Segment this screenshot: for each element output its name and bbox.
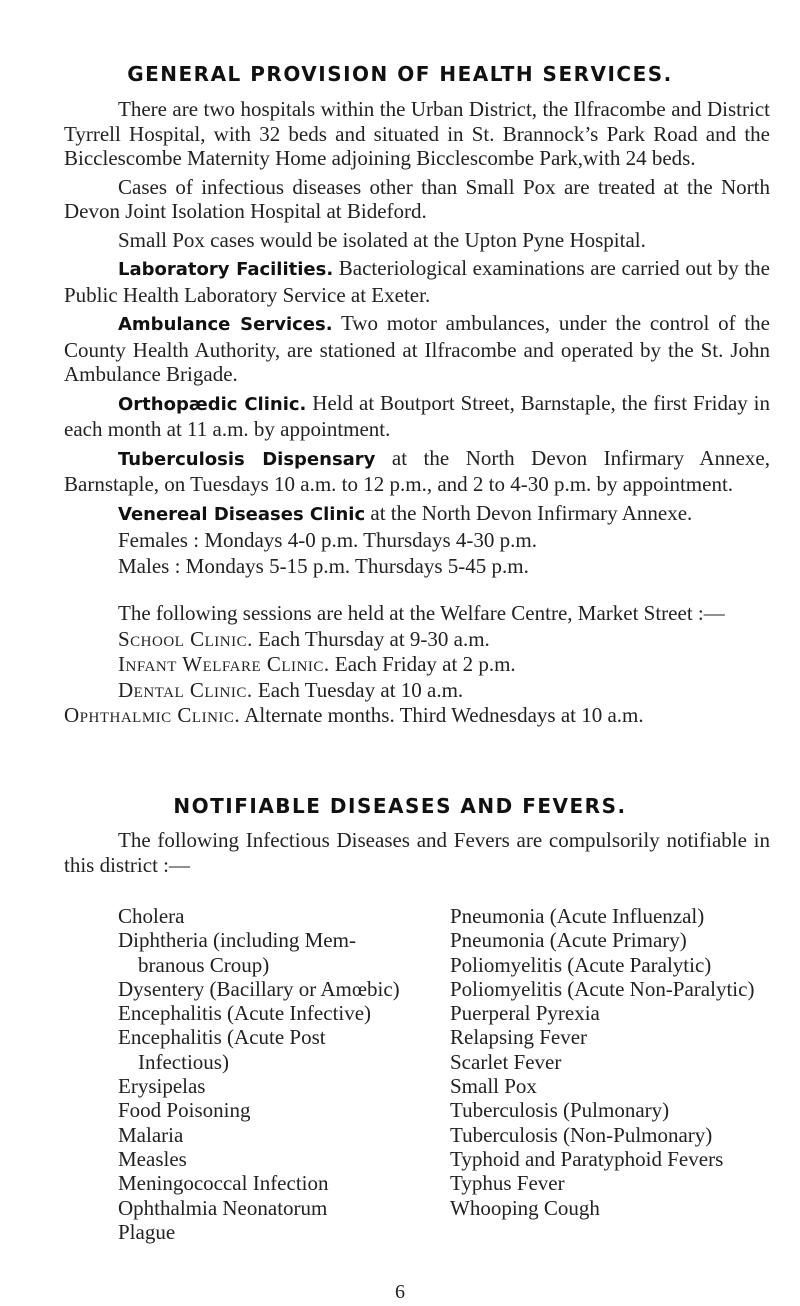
- diseases-right-column: [450, 904, 790, 1220]
- hospitals-paragraph: There are two hospitals within the Urban District, the Ilfracombe and District Tyrrell Hospital, with 32 beds and situated in St. Brannock’s Park Road and the Bicclescombe Maternity Home adjoining Bicclescombe Park,with 24 beds.: [64, 97, 770, 170]
- venereal-females-schedule: Females : Mondays 4-0 p.m. Thursdays 4-30 p.m.: [118, 528, 537, 552]
- clinic-infant-welfare: [118, 652, 770, 677]
- clinic-name: School Clinic.: [118, 626, 253, 651]
- clinic-time: Alternate months. Third Wednesdays at 10 a.m.: [240, 703, 644, 727]
- orthopaedic-paragraph: [64, 391, 770, 442]
- notifiable-intro: The following Infectious Diseases and Fevers are compulsorily notifiable in this district :—: [64, 828, 770, 877]
- orthopaedic-text: Held at Boutport Street, Barnstaple, the first Friday in each month at 11 a.m. by appointment.: [64, 390, 770, 441]
- small-pox-paragraph: Small Pox cases would be isolated at the Upton Pyne Hospital.: [118, 227, 646, 252]
- list-item: Relapsing Fever: [450, 1025, 588, 1050]
- ambulance-text: Two motor ambulances, under the control of the County Health Authority, are stationed at Ilfracombe and operated by the St. John Ambulance Brigade.: [64, 311, 770, 386]
- clinic-ophthalmic: [10, 703, 716, 728]
- list-item: Malaria: [118, 1122, 184, 1147]
- list-item: Tuberculosis (Pulmonary): [450, 1098, 670, 1123]
- list-item: Scarlet Fever: [450, 1049, 562, 1074]
- tuberculosis-lead: Tuberculosis Dispensary: [118, 448, 376, 470]
- list-item: Diphtheria (including Mem-: [118, 928, 356, 953]
- list-item: Pneumonia (Acute Influenzal): [450, 904, 705, 928]
- list-item: Whooping Cough: [450, 1195, 600, 1220]
- list-item: Small Pox: [450, 1074, 537, 1099]
- diseases-left-column: [118, 904, 418, 1244]
- list-item: Plague: [118, 1219, 176, 1244]
- general-provision-section: [64, 97, 770, 732]
- clinic-name: Ophthalmic Clinic.: [64, 703, 241, 727]
- venereal-paragraph: [64, 501, 770, 528]
- ambulance-paragraph: [64, 311, 770, 387]
- list-item: Typhus Fever: [450, 1171, 565, 1196]
- heading-notifiable-diseases: NOTIFIABLE DISEASES AND FEVERS.: [173, 794, 627, 818]
- list-item: Meningococcal Infection: [118, 1171, 329, 1196]
- list-item: Encephalitis (Acute Infective): [118, 1001, 372, 1026]
- list-item: branous Croup): [138, 952, 270, 977]
- ambulance-lead: Ambulance Services.: [118, 314, 333, 335]
- clinic-time: Each Tuesday at 10 a.m.: [252, 677, 464, 702]
- list-item: Dysentery (Bacillary or Amœbic): [118, 976, 400, 1001]
- venereal-lead: Venereal Diseases Clinic: [118, 503, 366, 525]
- clinic-time: Each Friday at 2 p.m.: [329, 652, 516, 676]
- list-item: Pneumonia (Acute Primary): [450, 928, 687, 953]
- list-item: Erysipelas: [118, 1074, 206, 1099]
- list-item: Puerperal Pyrexia: [450, 1001, 600, 1026]
- clinic-dental: [118, 678, 770, 703]
- tuberculosis-paragraph: [64, 446, 770, 497]
- list-item: Ophthalmia Neonatorum: [118, 1195, 328, 1220]
- list-item: Measles: [118, 1146, 187, 1171]
- list-item: Cholera: [118, 904, 185, 928]
- list-item: Poliomyelitis (Acute Non-Paralytic): [450, 976, 755, 1001]
- heading-general-provision: GENERAL PROVISION OF HEALTH SERVICES.: [127, 62, 673, 86]
- list-item: Food Poisoning: [118, 1098, 251, 1123]
- list-item: Poliomyelitis (Acute Paralytic): [450, 952, 712, 977]
- list-item: Tuberculosis (Non-Pulmonary): [450, 1122, 713, 1147]
- page-number: 6: [395, 1281, 405, 1303]
- laboratory-lead: Laboratory Facilities.: [118, 259, 334, 280]
- list-item: Infectious): [138, 1049, 229, 1074]
- clinic-name: Dental Clinic.: [118, 677, 253, 702]
- welfare-intro: The following sessions are held at the Welfare Centre, Market Street :—: [118, 601, 725, 625]
- infectious-diseases-paragraph: Cases of infectious diseases other than Small Pox are treated at the North Devon Joint Isolation Hospital at Bideford.: [64, 174, 770, 223]
- clinic-school: [118, 627, 770, 652]
- laboratory-paragraph: [64, 256, 770, 307]
- venereal-males-schedule: Males : Mondays 5-15 p.m. Thursdays 5-45 p.m.: [118, 553, 529, 578]
- laboratory-text: Bacteriological examinations are carried out by the Public Health Laboratory Service at Exeter.: [64, 256, 770, 307]
- clinic-name: Infant Welfare Clinic.: [118, 652, 330, 676]
- clinic-time: Each Thursday at 9-30 a.m.: [252, 626, 490, 651]
- notifiable-intro-section: [64, 828, 770, 881]
- list-item: Typhoid and Paratyphoid Fevers: [450, 1146, 724, 1171]
- venereal-text: at the North Devon Infirmary Annexe.: [365, 500, 693, 525]
- orthopaedic-lead: Orthopædic Clinic.: [118, 393, 307, 415]
- list-item: Encephalitis (Acute Post: [118, 1025, 326, 1050]
- tuberculosis-text: at the North Devon Infirmary Annexe, Barnstaple, on Tuesdays 10 a.m. to 12 p.m., and 2 to 4-30 p.m. by appointment.: [64, 445, 770, 496]
